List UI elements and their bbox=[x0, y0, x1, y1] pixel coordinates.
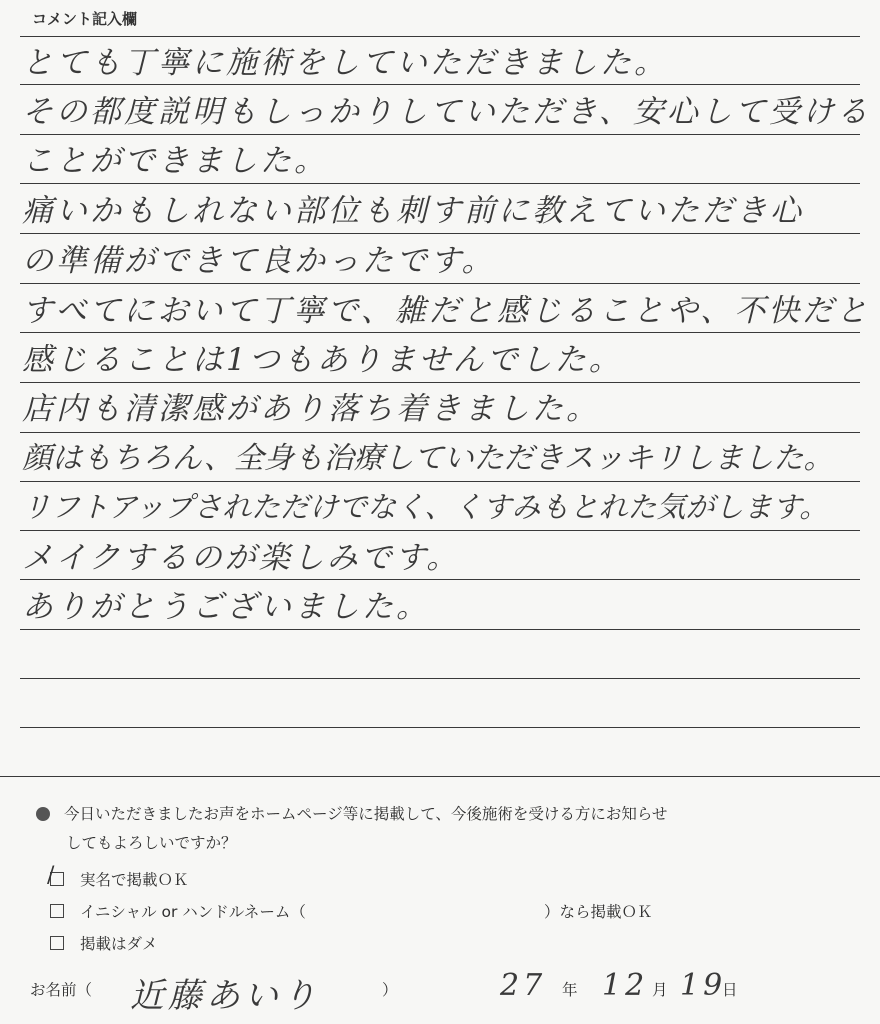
option-decline[interactable] bbox=[50, 932, 158, 954]
ruled-line bbox=[20, 332, 860, 333]
comment-line: とても丁寧に施術をしていただきました。 bbox=[22, 45, 668, 81]
handwritten-year: 27 bbox=[500, 968, 547, 1003]
option-suffix: ）なら掲載ＯＫ bbox=[544, 903, 653, 921]
ruled-line bbox=[20, 84, 860, 85]
day-unit: 日 bbox=[722, 981, 738, 999]
comment-ruled-area bbox=[20, 0, 871, 740]
option-initial-or-handle[interactable] bbox=[50, 900, 653, 922]
name-label: お名前（ bbox=[30, 981, 93, 999]
ruled-line bbox=[20, 481, 860, 482]
ruled-line bbox=[20, 530, 860, 531]
check-mark-icon: / bbox=[47, 863, 55, 888]
ruled-line bbox=[20, 382, 860, 383]
comment-line: ありがとうございました。 bbox=[22, 589, 430, 625]
ruled-line bbox=[20, 432, 860, 433]
ruled-line bbox=[20, 629, 860, 630]
publish-permission-question bbox=[36, 800, 856, 858]
name-date-row bbox=[30, 968, 860, 1018]
option-label: 実名で掲載ＯＫ bbox=[80, 871, 189, 889]
checkbox-real-name[interactable] bbox=[47, 863, 64, 888]
section-divider bbox=[0, 776, 880, 777]
bullet-icon bbox=[36, 807, 50, 821]
checkbox-decline[interactable] bbox=[50, 936, 64, 950]
handwritten-day: 19 bbox=[680, 968, 727, 1003]
comment-line: ことができました。 bbox=[22, 143, 328, 179]
comment-line: 痛いかもしれない部位も刺す前に教えていただき心 bbox=[22, 193, 804, 229]
question-text-line2: してもよろしいですか？ bbox=[66, 834, 237, 852]
month-unit: 月 bbox=[652, 981, 668, 999]
comment-line: 感じることは1つもありませんでした。 bbox=[22, 342, 623, 378]
handwritten-month: 12 bbox=[602, 968, 649, 1003]
name-close-paren: ） bbox=[382, 981, 398, 999]
comment-line: の準備ができて良かったです。 bbox=[22, 243, 496, 279]
handwritten-name: 近藤あいり bbox=[130, 976, 320, 1016]
option-real-name[interactable] bbox=[47, 863, 189, 890]
ruled-line bbox=[20, 283, 860, 284]
question-text-line1: 今日いただきましたお声をホームページ等に掲載して、今後施術を受ける方にお知らせ bbox=[64, 805, 668, 823]
checkbox-initial-or-handle[interactable] bbox=[50, 904, 64, 918]
ruled-line bbox=[20, 579, 860, 580]
ruled-line bbox=[20, 727, 860, 728]
option-label: イニシャル or ハンドルネーム（ bbox=[80, 903, 306, 921]
ruled-line bbox=[20, 36, 860, 37]
comment-line: メイクするのが楽しみです。 bbox=[22, 540, 461, 576]
comment-line: 顔はもちろん、全身も治療していただきスッキリしました。 bbox=[22, 441, 834, 476]
comment-section-title: コメント記入欄 bbox=[32, 10, 138, 28]
comment-line: リフトアップされただけでなく、くすみもとれた気がします。 bbox=[22, 490, 829, 524]
option-label: 掲載はダメ bbox=[80, 935, 158, 953]
comment-line: その都度説明もしっかりしていただき、安心して受ける bbox=[22, 94, 871, 130]
ruled-line bbox=[20, 233, 860, 234]
ruled-line bbox=[20, 183, 860, 184]
ruled-line bbox=[20, 134, 860, 135]
ruled-line bbox=[20, 678, 860, 679]
comment-line: すべてにおいて丁寧で、雑だと感じることや、不快だと bbox=[22, 293, 871, 329]
comment-line: 店内も清潔感があり落ち着きました。 bbox=[22, 391, 600, 427]
year-unit: 年 bbox=[562, 981, 578, 999]
